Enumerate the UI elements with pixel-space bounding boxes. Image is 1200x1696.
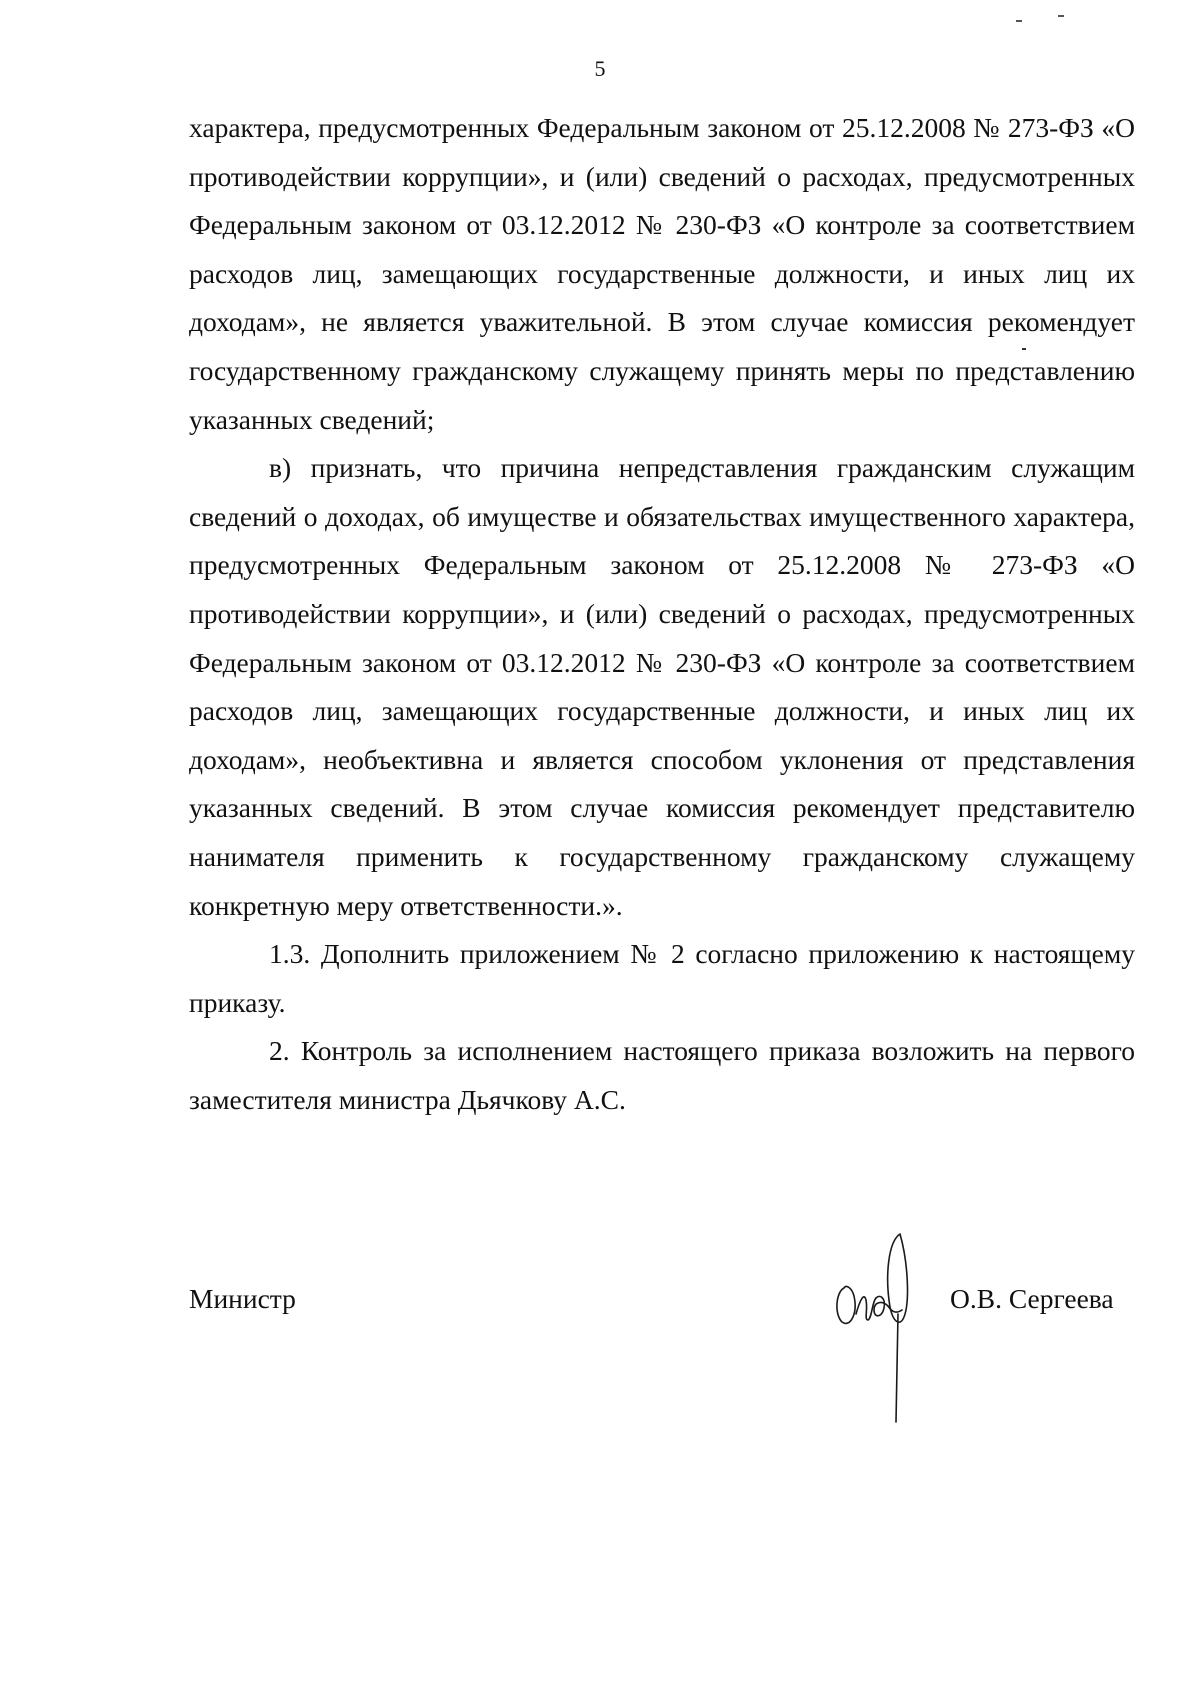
- signer-position: Министр: [189, 1283, 296, 1314]
- paragraph-2: 2. Контроль за исполнением настоящего приказа возложить на первого заместителя министра Дьячкову А.С.: [189, 1035, 1135, 1115]
- signature-icon: [830, 1222, 950, 1442]
- scan-marks: [1010, 10, 1080, 26]
- paragraph-continued: характера, предусмотренных Федеральным законом от 25.12.2008 № 273-ФЗ «О противодействии коррупции», и (или) сведений о расходах, предусмотренных Федеральным законом от 03.12.2012 № 230-ФЗ «О контроле за соответствием расходов лиц, замещающих государственные должности, и иных лиц их доходам», не является уважительной. В этом случае комиссия рекомендует государственному гражданскому служащему принять меры по представлению указанных сведений;: [189, 112, 1135, 435]
- document-body: [189, 104, 1135, 1124]
- paragraph-1-3: 1.3. Дополнить приложением № 2 согласно приложению к настоящему приказу.: [189, 938, 1135, 1018]
- signer-name: О.В. Сергеева: [950, 1283, 1114, 1314]
- scan-mark: [1058, 15, 1064, 17]
- page-number: 5: [594, 56, 606, 81]
- paragraph-v: в) признать, что причина непредставления гражданским служащим сведений о доходах, об имуществе и обязательствах имущественного характера, предусмотренных Федеральным законом от 25.12.2008 № 273-ФЗ «О противодействии коррупции», и (или) сведений о расходах, предусмотренных Федеральным законом от 03.12.2012 № 230-ФЗ «О контроле за соответствием расходов лиц, замещающих государственные должности, и иных лиц их доходам», необъективна и является способом уклонения от представления указанных сведений. В этом случае комиссия рекомендует представителю нанимателя применить к государственному гражданскому служащему конкретную меру ответственности.».: [189, 452, 1135, 921]
- scan-mark: [1016, 20, 1022, 22]
